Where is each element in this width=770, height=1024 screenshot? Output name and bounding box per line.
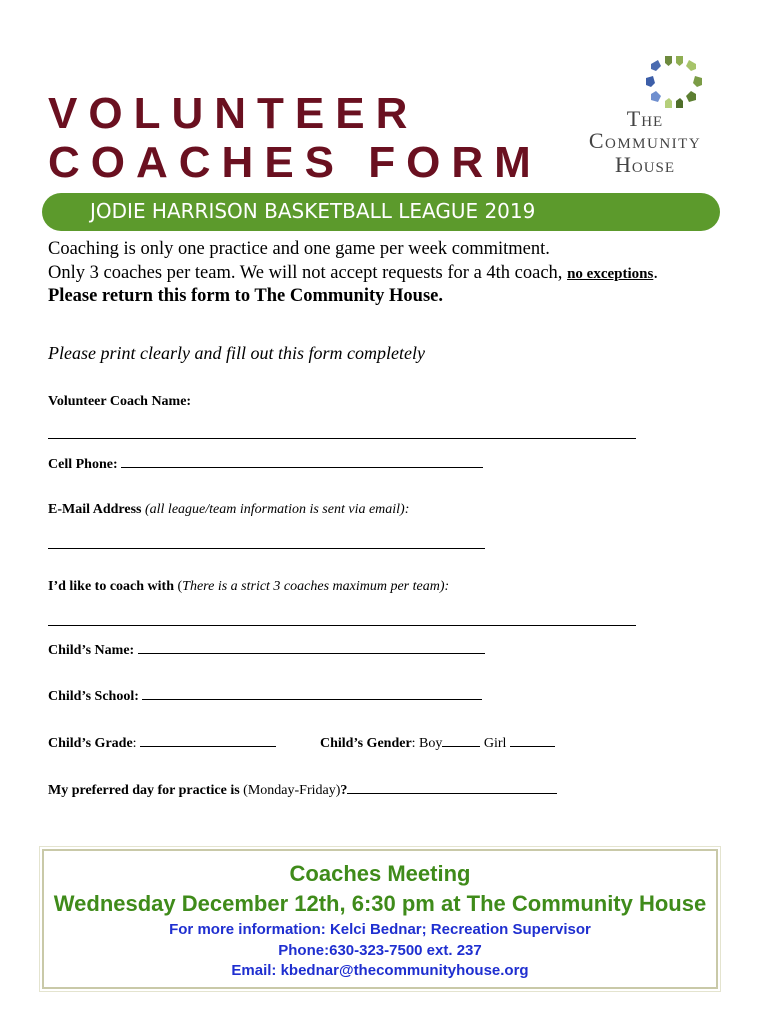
- intro-line-2-text: Only 3 coaches per team. We will not accept requests for a 4th coach,: [48, 263, 568, 283]
- child-gender-label: Child’s Gender: [320, 736, 412, 751]
- coach-with-label-row: [48, 579, 449, 595]
- child-school-field[interactable]: [142, 687, 482, 700]
- coach-with-field[interactable]: [48, 625, 636, 626]
- meeting-phone: Phone:630-323-7500 ext. 237: [278, 942, 482, 959]
- child-grade-colon: :: [132, 736, 137, 751]
- practice-day-label: My preferred day for practice is: [48, 783, 240, 798]
- meeting-email: Email: kbednar@thecommunityhouse.org: [231, 962, 529, 979]
- cell-phone-field[interactable]: [121, 455, 483, 468]
- form-title-line1: VOLUNTEER: [48, 89, 419, 138]
- child-school-label: Child’s School:: [48, 689, 139, 704]
- logo-text-community: Community: [588, 128, 702, 153]
- intro-line-2: [48, 264, 658, 283]
- child-grade-field[interactable]: [140, 734, 276, 747]
- cell-phone-label: Cell Phone:: [48, 457, 118, 472]
- child-name-row: [48, 641, 485, 659]
- logo-text-house: House: [614, 152, 676, 177]
- email-note: (all league/team information is sent via email):: [144, 502, 410, 517]
- community-house-logo-mark-icon: [645, 54, 703, 110]
- meeting-info: For more information: Kelci Bednar; Recreation Supervisor: [169, 921, 591, 938]
- intro-line-2-end: .: [653, 263, 658, 283]
- email-label-row: [48, 502, 409, 518]
- league-banner: [42, 193, 720, 231]
- practice-day-question: ?: [340, 783, 348, 798]
- cell-phone-row: [48, 455, 483, 473]
- child-grade-row: [48, 734, 276, 752]
- practice-day-note: (Monday-Friday): [239, 783, 341, 798]
- meeting-heading: Coaches Meeting: [289, 861, 471, 886]
- email-label: E-Mail Address: [48, 502, 142, 517]
- coach-name-label: Volunteer Coach Name:: [48, 394, 192, 409]
- coaches-meeting-box: [42, 849, 718, 989]
- no-exceptions-emphasis: no exceptions: [567, 266, 654, 282]
- child-gender-girl-label: Girl: [480, 736, 510, 751]
- form-title-line2: COACHES FORM: [48, 138, 542, 187]
- form-instruction: Please print clearly and fill out this form completely: [48, 343, 425, 363]
- coach-with-note-paren: (: [177, 579, 183, 594]
- league-banner-text: JODIE HARRISON BASKETBALL LEAGUE 2019: [90, 199, 536, 223]
- logo-text-the: The: [626, 106, 664, 131]
- intro-line-1: Coaching is only one practice and one game per week commitment.: [48, 239, 550, 259]
- coach-with-label: I’d like to coach with: [48, 579, 174, 594]
- girl-field[interactable]: [510, 734, 555, 747]
- meeting-when: Wednesday December 12th, 6:30 pm at The Community House: [53, 891, 707, 916]
- community-house-logo: [560, 54, 730, 184]
- practice-day-field[interactable]: [347, 781, 557, 794]
- intro-line-3: Please return this form to The Community House.: [48, 286, 443, 306]
- coach-name-field[interactable]: [48, 438, 636, 439]
- child-gender-row: [320, 734, 555, 752]
- practice-day-row: [48, 781, 557, 799]
- child-gender-boy-label: : Boy: [411, 736, 443, 751]
- email-field[interactable]: [48, 548, 485, 549]
- boy-field[interactable]: [442, 734, 480, 747]
- child-school-row: [48, 687, 482, 705]
- coach-with-note: There is a strict 3 coaches maximum per team):: [182, 579, 450, 594]
- child-grade-label: Child’s Grade: [48, 736, 133, 751]
- child-name-label: Child’s Name:: [48, 643, 135, 658]
- child-name-field[interactable]: [138, 641, 485, 654]
